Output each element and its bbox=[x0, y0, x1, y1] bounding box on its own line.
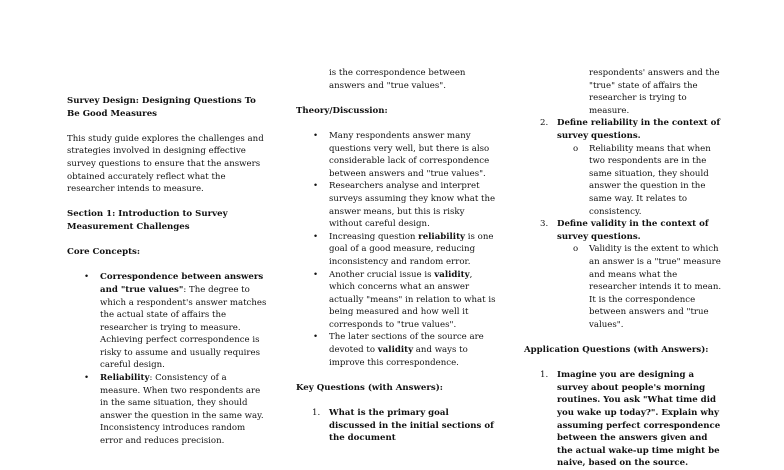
term: Correspondence between answers and "true values" bbox=[100, 272, 264, 295]
question-item: 1. Imagine you are designing a survey about people's morning routines. You ask "What time did you wake up today?". Explain why assuming perfect correspondence between the answers given and the actual wake-up time might be naive, based on the source. bbox=[540, 370, 721, 469]
list-item: • Increasing question reliability is one goal of a good measure, reducing inconsistency and random error. bbox=[296, 231, 496, 269]
term: Reliability bbox=[100, 373, 150, 384]
key-questions-list-continued bbox=[524, 117, 724, 331]
column-3 bbox=[524, 0, 724, 470]
definition: : The degree to which a respondent's answer matches the actual state of affairs the researcher is trying to measure. Achieving perfect correspondence is risky to assume and usually requires careful design. bbox=[100, 284, 267, 371]
list-item bbox=[67, 372, 267, 448]
definition: : Consistency of a measure. When two respondents are in the same situation, they should answer the question in the same way. Inconsistency introduces random error and reduces precision. bbox=[100, 373, 264, 447]
list-item bbox=[67, 271, 267, 372]
core-concepts-list bbox=[67, 271, 267, 447]
theory-list bbox=[296, 130, 496, 369]
section-1-heading: Section 1: Introduction to Survey Measurement Challenges bbox=[67, 209, 228, 232]
list-item: • The later sections of the source are devoted to validity and ways to improve this correspondence. bbox=[296, 331, 496, 369]
application-questions-heading: Application Questions (with Answers): bbox=[524, 345, 709, 356]
column-1 bbox=[67, 0, 267, 448]
document-title: Survey Design: Designing Questions To Be Good Measures bbox=[67, 96, 256, 119]
answer-item: o Validity is the extent to which an answer is a "true" measure and means what the researcher intends it to mean. It is the correspondence between answers and "true values". bbox=[573, 244, 722, 330]
key-questions-list bbox=[296, 407, 496, 445]
list-item: • Many respondents answer many questions very well, but there is also considerable lack of correspondence between answers and "true values". bbox=[296, 130, 496, 180]
list-item: • Another crucial issue is validity, which concerns what an answer actually "means" in relation to what is being measured and how well it corresponds to "true values". bbox=[296, 269, 496, 332]
answer-item: o Reliability means that when two respondents are in the same situation, they should answer the question in the same way. It relates to consistency. bbox=[573, 143, 711, 217]
theory-heading: Theory/Discussion: bbox=[296, 105, 388, 116]
application-questions-list bbox=[524, 369, 724, 470]
key-questions-heading: Key Questions (with Answers): bbox=[296, 382, 443, 393]
question-item: 1. What is the primary goal discussed in the initial sections of the document bbox=[312, 408, 494, 444]
intro-paragraph: This study guide explores the challenges and strategies involved in designing effective survey questions to ensure that the answers obtained accurately reflect what the researcher intends to measure. bbox=[67, 133, 264, 195]
continued-text: respondents' answers and the "true" state of affairs the researcher is trying to measure. bbox=[589, 68, 720, 116]
core-concepts-heading: Core Concepts: bbox=[67, 247, 141, 258]
continued-text: is the correspondence between answers and "true values". bbox=[329, 68, 466, 91]
question-item: 3. Define validity in the context of survey questions. bbox=[540, 219, 709, 242]
column-2 bbox=[296, 0, 496, 445]
question-item: 2. Define reliability in the context of survey questions. bbox=[540, 118, 721, 141]
list-item: • Researchers analyse and interpret surveys assuming they know what the answer means, but this is risky without careful design. bbox=[296, 180, 496, 230]
